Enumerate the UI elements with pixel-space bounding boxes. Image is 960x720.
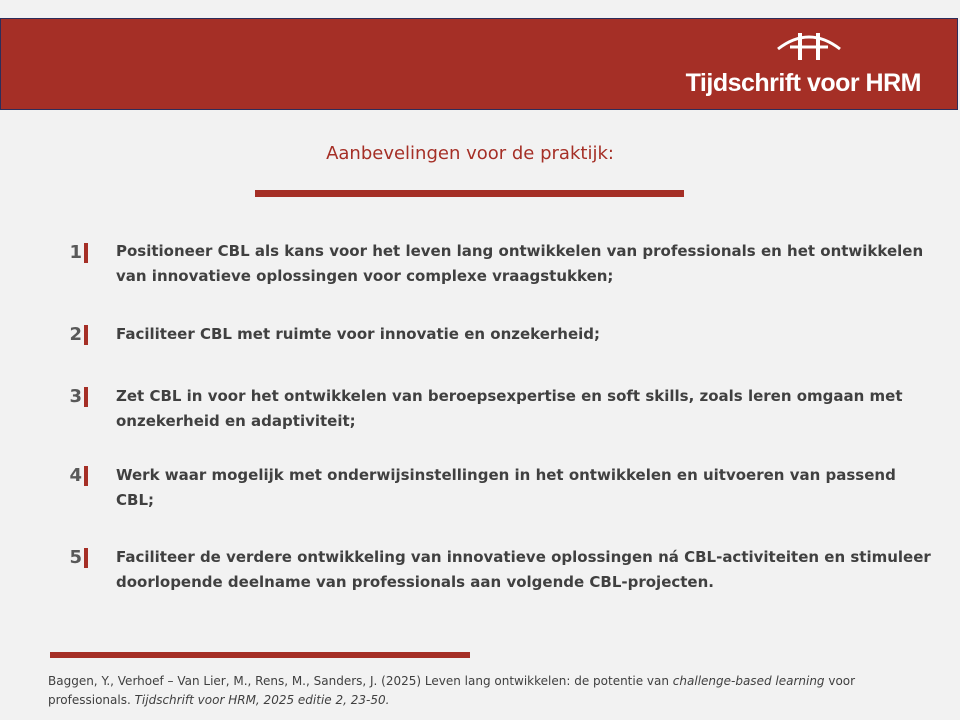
citation-authors: Baggen, Y., Verhoef – Van Lier, M., Rens, M., Sanders, J. (2025) Leven lang ontwikkelen: de potentie van (48, 674, 673, 688)
item-number: 2 (69, 324, 82, 345)
item-marker (84, 325, 88, 345)
item-number: 4 (69, 465, 82, 486)
item-number: 3 (69, 386, 82, 407)
item-marker (84, 548, 88, 568)
item-text: Zet CBL in voor het ontwikkelen van beroepsexpertise en soft skills, zoals leren omgaan met onzekerheid en adaptiviteit; (116, 387, 903, 430)
header-banner (0, 18, 958, 110)
item-text: Faciliteer CBL met ruimte voor innovatie en onzekerheid; (116, 325, 601, 343)
bridge-arch-icon (776, 27, 842, 61)
item-number: 5 (69, 547, 82, 568)
citation-journal: Tijdschrift voor HRM, 2025 editie 2, 23-50. (134, 693, 390, 707)
citation (48, 672, 928, 710)
item-text: Werk waar mogelijk met onderwijsinstellingen in het ontwikkelen en uitvoeren van passend CBL; (116, 466, 896, 509)
citation-topic: challenge-based learning (672, 674, 825, 688)
item-marker (84, 243, 88, 263)
brand-name: Tijdschrift voor HRM (685, 69, 921, 97)
footer-divider (50, 652, 470, 658)
item-number: 1 (69, 242, 82, 263)
page-title: Aanbevelingen voor de praktijk: (326, 143, 614, 164)
title-divider (255, 190, 684, 197)
item-marker (84, 387, 88, 407)
citation-audience: voor professionals. (48, 674, 856, 707)
item-text: Faciliteer de verdere ontwikkeling van innovatieve oplossingen ná CBL-activiteiten en stimuleer doorlopende deelname van professionals aan volgende CBL-projecten. (116, 548, 931, 591)
brand-logo (676, 27, 921, 107)
item-marker (84, 466, 88, 486)
item-text: Positioneer CBL als kans voor het leven lang ontwikkelen van professionals en het ontwikkelen van innovatieve oplossingen voor complexe vraagstukken; (116, 242, 924, 285)
